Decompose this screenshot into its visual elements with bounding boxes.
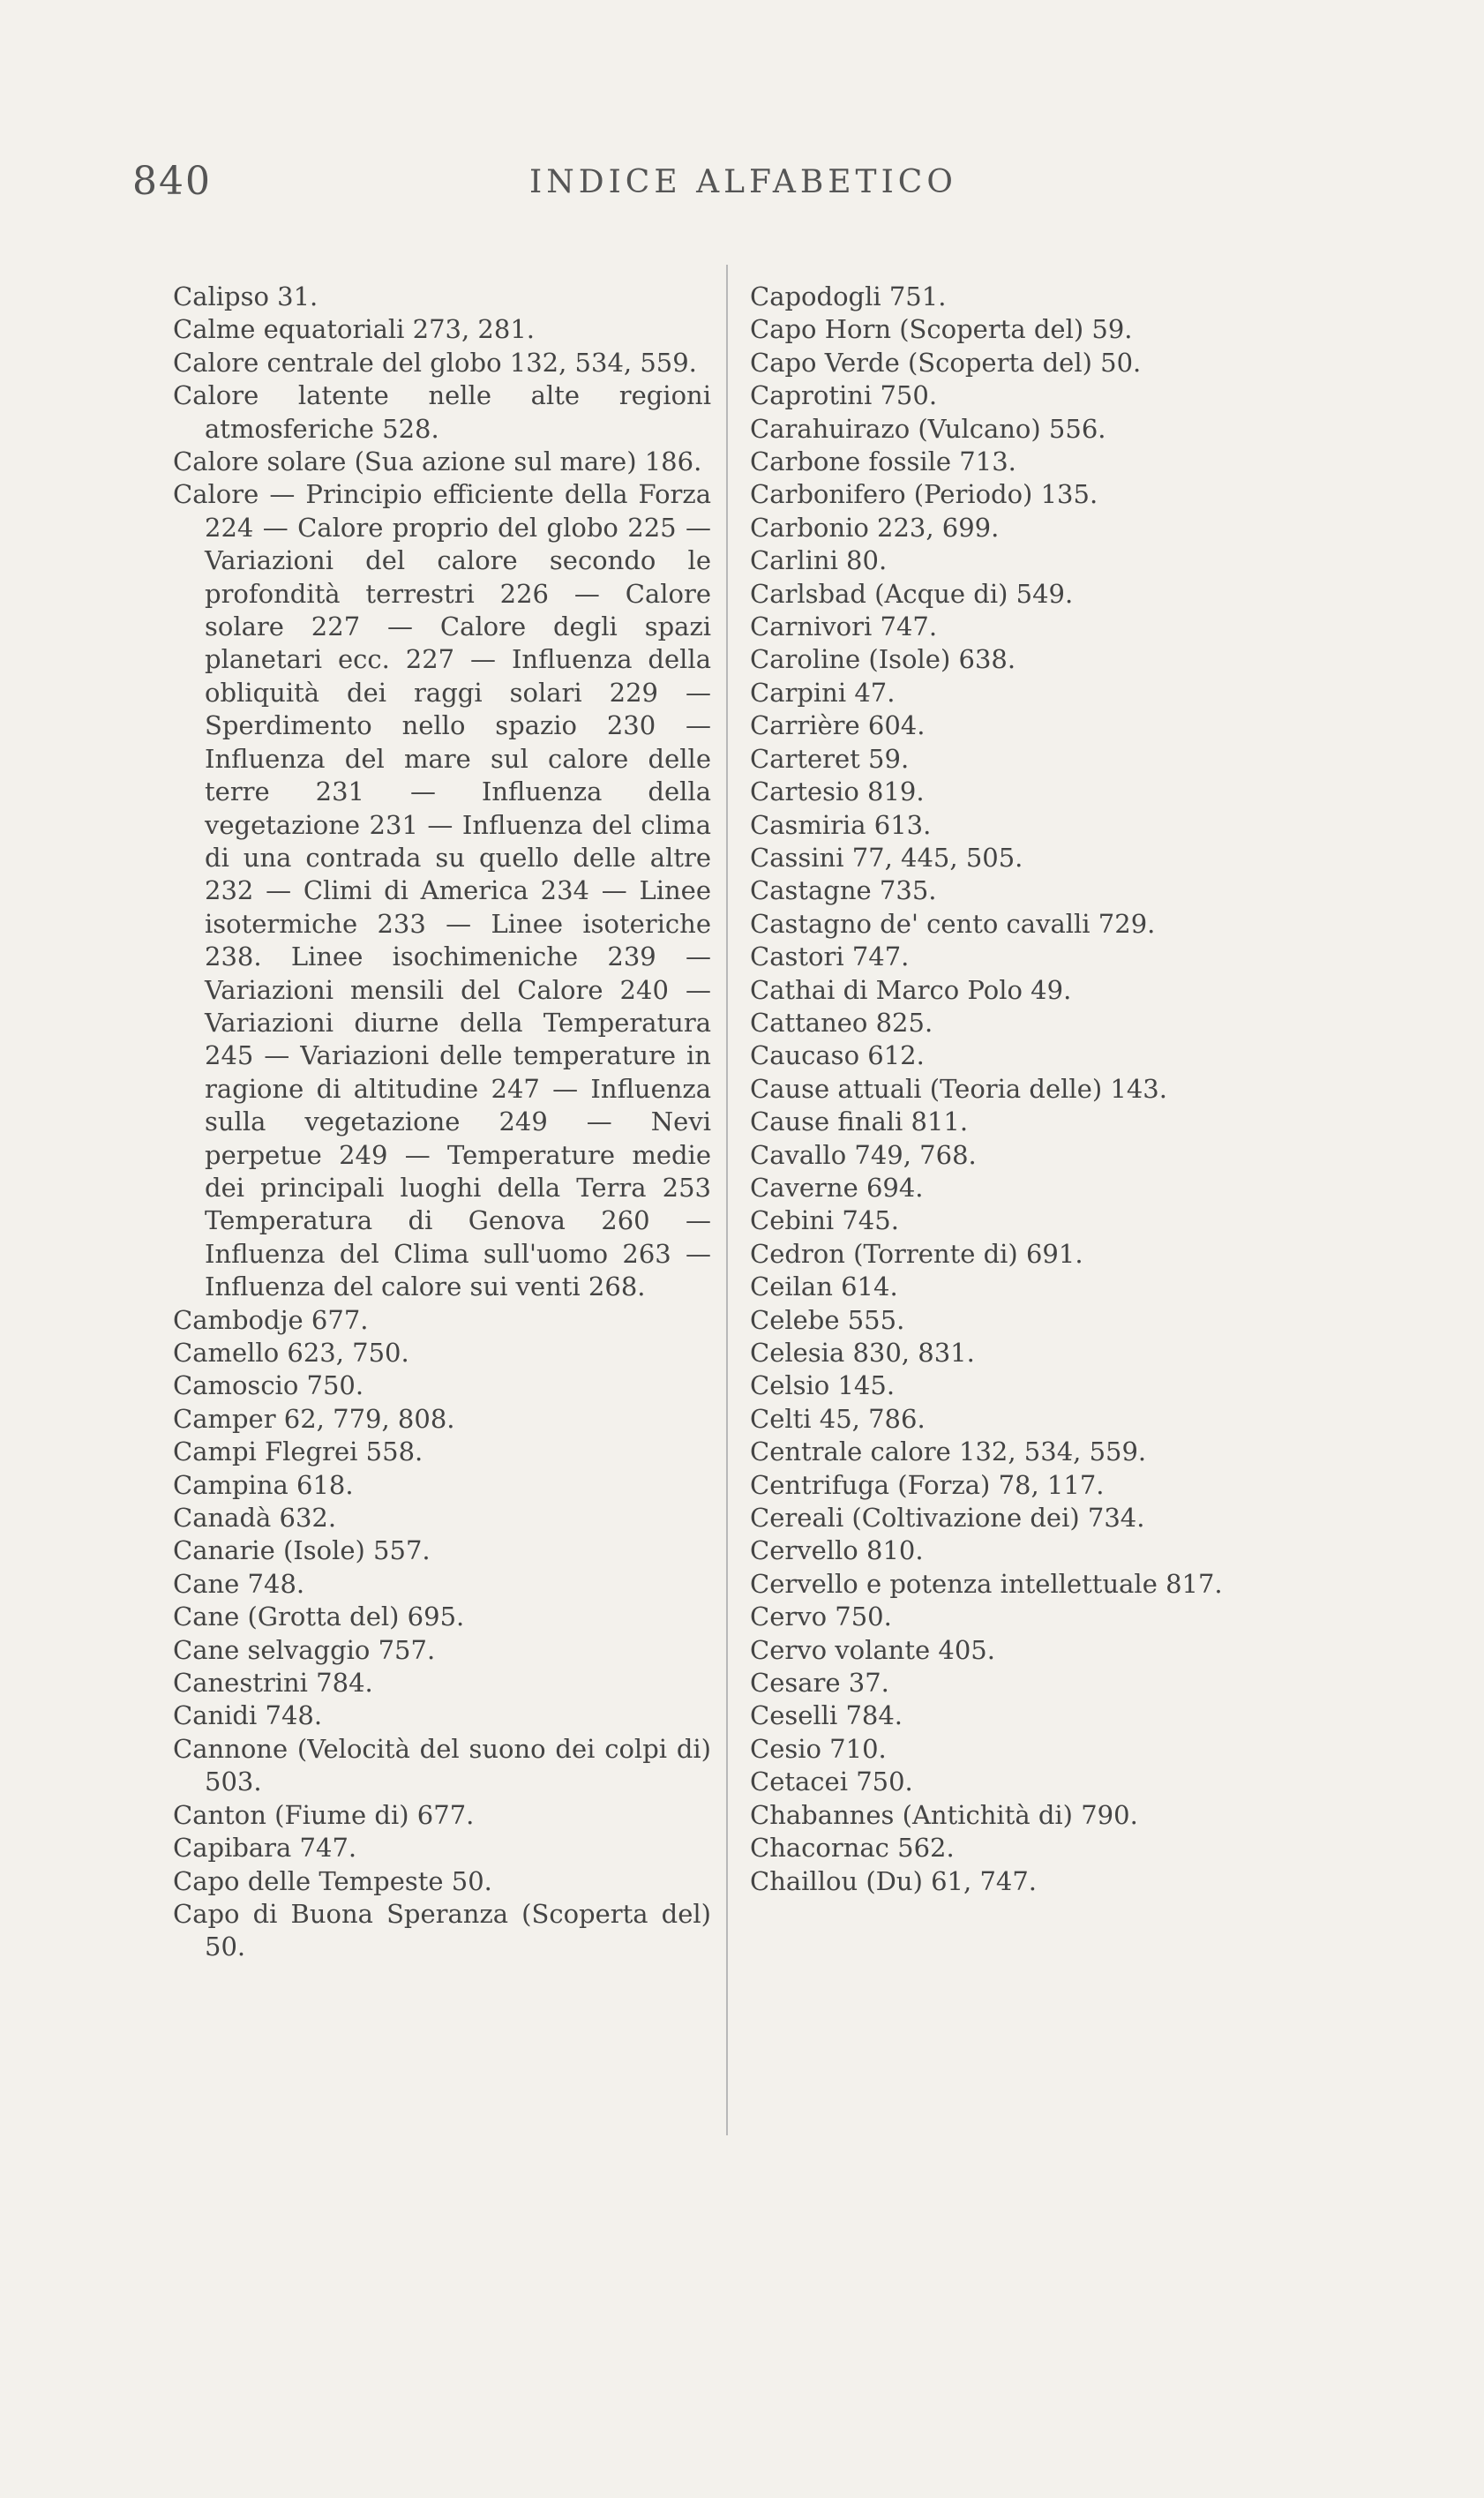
index-entry: Capo delle Tempeste 50. [173,1865,492,1896]
index-entry: Carahuirazo (Vulcano) 556. [750,413,1106,444]
index-entry: Capibara 747. [173,1833,357,1864]
index-entry: Castagno de' cento cavalli 729. [750,908,1156,939]
index-entry: Cassini 77, 445, 505. [750,842,1023,873]
index-entry: Cervello 810. [750,1535,924,1566]
index-entry: Centrale calore 132, 534, 559. [750,1437,1147,1467]
index-entry: Castori 747. [750,941,910,972]
index-entry: Carpini 47. [750,677,896,708]
index-entry: Carnivori 747. [750,611,938,642]
page-header [0,159,1484,212]
index-entry: Cattaneo 825. [750,1007,933,1038]
index-entry: Cebini 745. [750,1205,899,1236]
index-entry: Caverne 694. [750,1172,924,1203]
index-entry: Cedron (Torrente di) 691. [750,1238,1083,1269]
left-column [173,281,711,1964]
index-entry: Ceselli 784. [750,1700,903,1731]
right-column [750,281,1253,1898]
index-entry: Camper 62, 779, 808. [173,1403,455,1434]
index-entry: Carbone fossile 713. [750,446,1016,477]
index-entry: Campina 618. [173,1469,354,1500]
index-entry: Ceilan 614. [750,1272,898,1302]
index-entry: Cervo volante 405. [750,1634,995,1665]
index-entry: Celesia 830, 831. [750,1338,975,1368]
index-entry: Cause attuali (Teoria delle) 143. [750,1073,1167,1104]
page-title: INDICE ALFABETICO [529,164,957,200]
index-entry: Canestrini 784. [173,1668,373,1699]
index-entry: Cane selvaggio 757. [173,1634,436,1665]
index-entry: Celsio 145. [750,1370,896,1401]
index-entry: Cane (Grotta del) 695. [173,1602,465,1632]
index-entry: Cane 748. [173,1568,305,1599]
index-entry: Calore centrale del globo 132, 534, 559. [173,347,697,378]
index-entry: Cartesio 819. [750,776,925,807]
index-entry: Canidi 748. [173,1700,323,1731]
index-entry: Cannone (Velocità del suono dei colpi di) 503. [173,1733,711,1797]
index-entry: Chaillou (Du) 61, 747. [750,1865,1038,1896]
index-entry: Calme equatoriali 273, 281. [173,314,535,345]
column-divider [726,265,728,2135]
page-number: 840 [132,159,212,204]
index-entry: Caprotini 750. [750,380,938,411]
index-entry: Casmiria 613. [750,809,932,840]
index-entry: Cervello e potenza intellettuale 817. [750,1568,1223,1599]
index-entry: Chabannes (Antichità di) 790. [750,1799,1138,1830]
index-entry: Carbonio 223, 699. [750,512,1000,543]
index-entry: Caucaso 612. [750,1040,925,1071]
index-entry: Carteret 59. [750,743,910,774]
index-entry: Camello 623, 750. [173,1338,409,1368]
index-entry: Cesio 710. [750,1733,887,1764]
index-entry: Capodogli 751. [750,281,947,311]
index-entry: Carbonifero (Periodo) 135. [750,479,1098,510]
index-entry: Cambodje 677. [173,1304,369,1335]
index-entry: Cause finali 811. [750,1106,969,1137]
index-entry: Cereali (Coltivazione dei) 734. [750,1503,1145,1534]
index-entry: Calore — Principio efficiente della Forza 224 — Calore proprio del globo 225 — Variazioni del calore secondo le profondità terrestri 226 — Calore solare 227 — Calore degli spazi planetari ecc. 227 — Influenza della obliquità dei raggi solari 229 — Sperdimento nello spazio 230 — Influenza del mare sul calore delle terre 231 — Influenza della vegetazione 231 — Influenza del clima di una contrada su quello delle altre 232 — Climi di America 234 — Linee isotermiche 233 — Linee isoteriche 238. Linee isochimeniche 239 — Variazioni mensili del Calore 240 — Variazioni diurne della Temperatura 245 — Variazioni delle temperature in ragione di altitudine 247 — Influenza sulla vegetazione 249 — Nevi perpetue 249 — Temperature medie dei principali luoghi della Terra 253 Temperatura di Genova 260 — Influenza del Clima sull'uomo 263 — Influenza del calore sui venti 268. [173,479,711,1302]
index-entry: Canadà 632. [173,1503,337,1534]
index-entry: Carrière 604. [750,710,926,741]
index-entry: Capo Horn (Scoperta del) 59. [750,314,1133,345]
index-entry: Carlini 80. [750,545,888,576]
index-entry: Castagne 735. [750,875,937,906]
index-entry: Calore latente nelle alte regioni atmosferiche 528. [173,380,711,444]
index-entry: Cetacei 750. [750,1767,913,1797]
index-entry: Cervo 750. [750,1602,892,1632]
index-entry: Capo Verde (Scoperta del) 50. [750,347,1142,378]
index-entry: Cesare 37. [750,1668,889,1699]
index-entry: Camoscio 750. [173,1370,364,1401]
index-entry: Calore solare (Sua azione sul mare) 186. [173,446,702,477]
index-entry: Cathai di Marco Polo 49. [750,974,1072,1005]
index-entry: Caroline (Isole) 638. [750,644,1016,675]
index-entry: Capo di Buona Speranza (Scoperta del) 50. [173,1898,711,1962]
index-entry: Carlsbad (Acque di) 549. [750,578,1074,609]
index-entry: Chacornac 562. [750,1833,955,1864]
index-entry: Canton (Fiume di) 677. [173,1799,475,1830]
index-entry: Cavallo 749, 768. [750,1139,977,1170]
index-entry: Celti 45, 786. [750,1403,926,1434]
index-entry: Canarie (Isole) 557. [173,1535,431,1566]
index-entry: Centrifuga (Forza) 78, 117. [750,1469,1105,1500]
index-entry: Celebe 555. [750,1304,905,1335]
index-entry: Campi Flegrei 558. [173,1437,423,1467]
index-entry: Calipso 31. [173,281,319,311]
